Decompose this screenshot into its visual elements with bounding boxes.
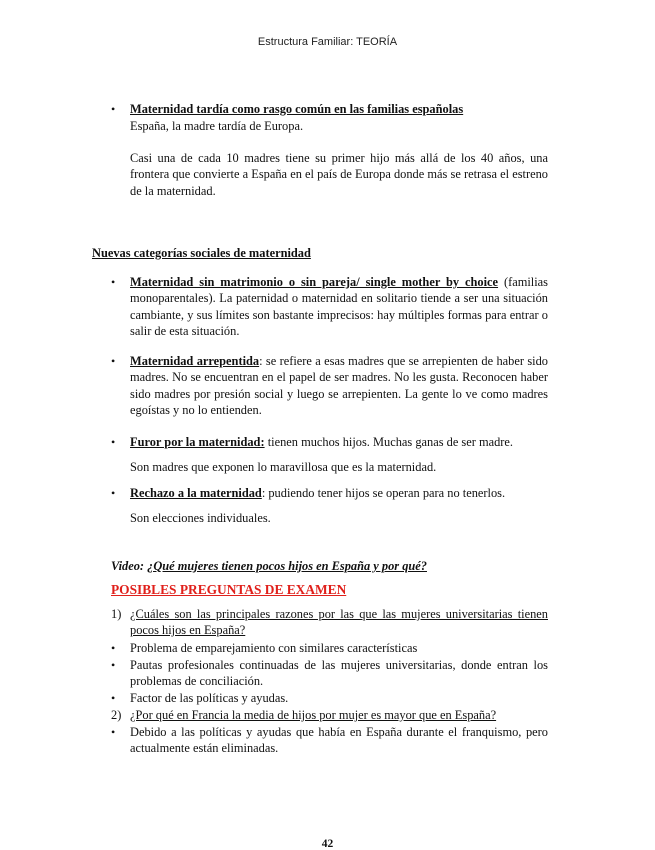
- bullet-marker: •: [111, 354, 116, 368]
- answer-item: Factor de las políticas y ayudas.: [130, 691, 289, 705]
- page-number: 42: [321, 838, 334, 850]
- question-2: ¿Por qué en Francia la media de hijos por mujer es mayor que en España?: [130, 708, 497, 722]
- bullet-marker: •: [111, 486, 116, 500]
- page-header: Estructura Familiar: TEORÍA: [257, 36, 398, 48]
- bullet-marker: •: [111, 725, 116, 739]
- question-1: ¿Cuáles son las principales razones por las que las mujeres universitarias tienen pocos hijos en España?: [130, 607, 548, 638]
- question-number: 1): [111, 607, 122, 621]
- bullet-marker: •: [111, 658, 116, 672]
- exam-title: POSIBLES PREGUNTAS DE EXAMEN: [111, 582, 347, 597]
- bullet-marker: •: [111, 641, 116, 655]
- bullet-marker: •: [111, 275, 116, 289]
- section1-line1: España, la madre tardía de Europa.: [130, 119, 304, 133]
- category-item: Rechazo a la maternidad: pudiendo tener hijos se operan para no tenerlos.: [130, 486, 506, 500]
- answer-item: Problema de emparejamiento con similares características: [130, 641, 418, 655]
- bullet-marker: •: [111, 102, 116, 116]
- category-item: Furor por la maternidad: tienen muchos hijos. Muchas ganas de ser madre.: [130, 435, 514, 449]
- video-line: Video: ¿Qué mujeres tienen pocos hijos en España y por qué?: [111, 559, 427, 573]
- answer-item: Pautas profesionales continuadas de las mujeres universitarias, donde entran los problemas de conciliación.: [130, 658, 548, 689]
- category-note: Son madres que exponen lo maravillosa que es la maternidad.: [130, 460, 437, 474]
- question-number: 2): [111, 708, 122, 722]
- category-note: Son elecciones individuales.: [130, 511, 271, 525]
- bullet-marker: •: [111, 691, 116, 705]
- category-item: Maternidad sin matrimonio o sin pareja/ single mother by choice (familias monoparentales). La paternidad o maternidad en solitario tiende a ser una situación cambiante, y sus límites son bastante imprecisos: hay múltiples formas para entrar o salir de esta situación.: [130, 275, 549, 339]
- answer-item: Debido a las políticas y ayudas que había en España durante el franquismo, pero actualmente están eliminadas.: [130, 725, 548, 756]
- section1-paragraph: Casi una de cada 10 madres tiene su primer hijo más allá de los 40 años, una frontera que convierte a España en el país de Europa donde más se retrasa el estreno de la maternidad.: [130, 151, 548, 198]
- category-item: Maternidad arrepentida: se refiere a esas madres que se arrepienten de haber sido madres. No se encuentran en el papel de ser madres. No les gusta. Reconocen haber sido madres por presión social y luego se arrepienten. La gente lo ve como madres egoístas y no lo entienden.: [130, 354, 548, 418]
- bullet-marker: •: [111, 435, 116, 449]
- section2-title: Nuevas categorías sociales de maternidad: [92, 246, 311, 260]
- section1-heading: Maternidad tardía como rasgo común en las familias españolas: [130, 102, 464, 116]
